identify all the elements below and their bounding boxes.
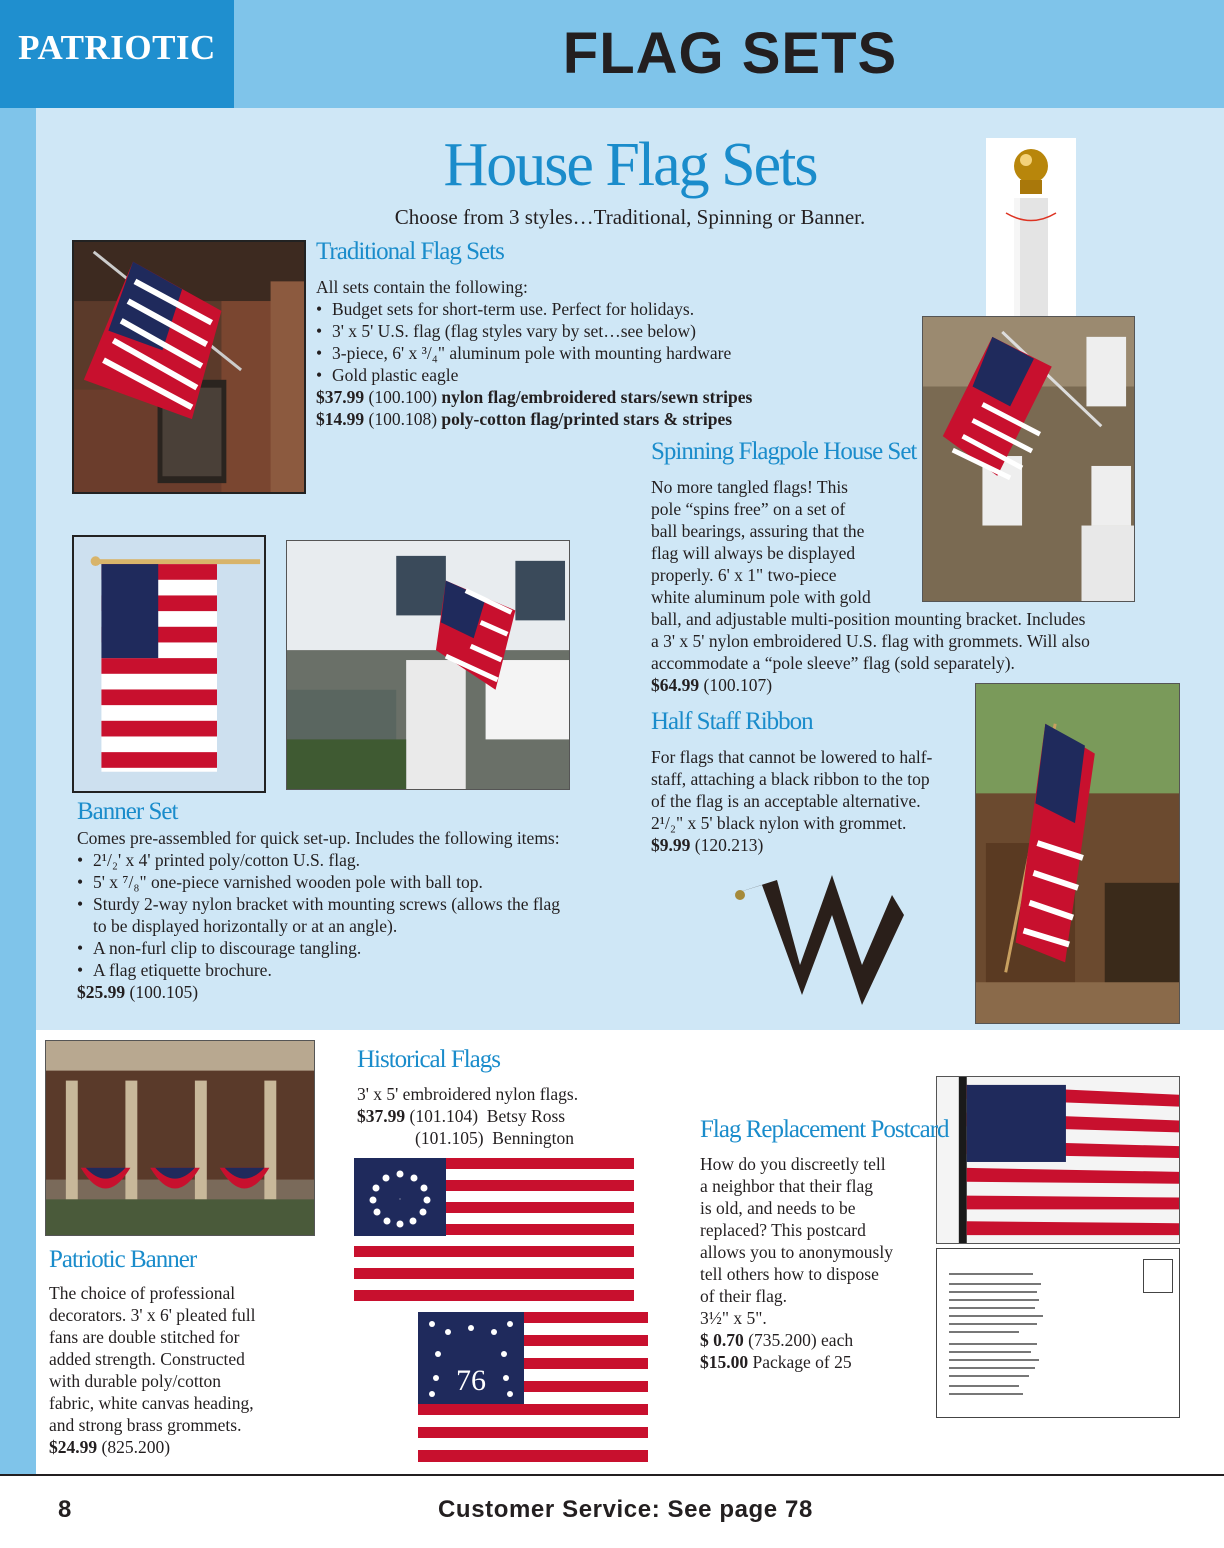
traditional-desc-1: nylon flag/embroidered stars/sewn stripes: [441, 387, 753, 407]
banner-set-bullet: • A non-furl clip to discourage tangling.: [77, 937, 560, 959]
banner-set-price: $25.99: [77, 982, 126, 1002]
spinning-line: ball, and adjustable multi-position mounting bracket. Includes: [651, 609, 1086, 629]
half-staff-price: $9.99: [651, 835, 691, 855]
spinning-line: properly. 6' x 1" two-piece: [651, 565, 837, 585]
patriotic-banner-line: and strong brass grommets.: [49, 1415, 242, 1435]
patriotic-banner-photo: [45, 1040, 315, 1236]
half-staff-description: [651, 746, 932, 856]
postcard-heading: Flag Replacement Postcard: [700, 1116, 949, 1143]
postcard-line: 3½" x 5".: [700, 1308, 767, 1328]
traditional-price-1: $37.99: [316, 387, 365, 407]
traditional-price-2: $14.99: [316, 409, 365, 429]
traditional-bullet: • 3' x 5' U.S. flag (flag styles vary by set…see below): [316, 320, 752, 342]
page-title: FLAG SETS: [562, 21, 898, 86]
banner-set-heading: Banner Set: [77, 798, 178, 825]
traditional-price-line: [316, 408, 752, 430]
half-staff-code: (120.213): [694, 835, 764, 855]
patriotic-banner-line: decorators. 3' x 6' pleated full: [49, 1305, 256, 1325]
postcard-unit-1: each: [821, 1330, 854, 1350]
spinning-line: ball bearings, assuring that the: [651, 521, 865, 541]
postcard-line: allows you to anonymously: [700, 1242, 893, 1262]
banner-set-bullet-continued: to be displayed horizontally or at an angle).: [93, 916, 398, 936]
spinning-line: pole “spins free” on a set of: [651, 499, 846, 519]
traditional-description: [316, 276, 752, 430]
traditional-code-2: (100.108): [368, 409, 438, 429]
historical-description: [357, 1083, 578, 1149]
postcard-price-2: $15.00: [700, 1352, 749, 1372]
patriotic-banner-price: $24.99: [49, 1437, 98, 1457]
postcard-stamp-box: [1143, 1259, 1173, 1293]
postcard-line: replaced? This postcard: [700, 1220, 866, 1240]
patriotic-banner-description: [49, 1282, 256, 1458]
patriotic-banner-heading: Patriotic Banner: [49, 1246, 197, 1273]
spinning-line: flag will always be displayed: [651, 543, 856, 563]
half-staff-line: 2¹/₂" x 5' black nylon with grommet.: [651, 813, 907, 833]
historical-name-1: Betsy Ross: [486, 1106, 566, 1126]
postcard-price-line: [700, 1329, 893, 1351]
postcard-line: is old, and needs to be: [700, 1198, 856, 1218]
historical-item-line: [357, 1105, 578, 1127]
black-ribbon-photo: [722, 855, 912, 1015]
postcard-line: of their flag.: [700, 1286, 787, 1306]
half-staff-price-line: [651, 834, 932, 856]
section-label: PATRIOTIC: [18, 28, 216, 67]
spinning-price-line: [651, 674, 1090, 696]
postcard-code-1: (735.200): [748, 1330, 817, 1350]
postcard-price-1: $ 0.70: [700, 1330, 744, 1350]
postcard-description: [700, 1153, 893, 1373]
banner-set-bullet: • A flag etiquette brochure.: [77, 959, 560, 981]
patriotic-banner-line: added strength. Constructed: [49, 1349, 245, 1369]
historical-item-line: [357, 1127, 578, 1149]
banner-set-bullet: • 5' x ⁷/₈" one-piece varnished wooden pole with ball top.: [77, 871, 560, 893]
spinning-heading: Spinning Flagpole House Set: [651, 438, 917, 465]
traditional-flag-photo: [72, 240, 306, 494]
historical-price: $37.99: [357, 1106, 406, 1126]
patriotic-banner-line: The choice of professional: [49, 1283, 236, 1303]
historical-code-1: (101.104): [409, 1106, 479, 1126]
half-staff-line: For flags that cannot be lowered to half-: [651, 747, 933, 767]
half-staff-house-photo: [975, 683, 1180, 1024]
spinning-pole-product-photo: [986, 138, 1076, 318]
banner-set-lead: Comes pre-assembled for quick set-up. Includes the following items:: [77, 828, 560, 848]
half-staff-line: of the flag is an acceptable alternative.: [651, 791, 921, 811]
postcard-unit-2: Package of 25: [752, 1352, 852, 1372]
traditional-bullet: • Gold plastic eagle: [316, 364, 752, 386]
banner-set-bullet: • 2¹/₂' x 4' printed poly/cotton U.S. flag.: [77, 849, 560, 871]
spinning-description: [651, 476, 1090, 696]
banner-set-description: [77, 827, 560, 1003]
left-stripe: [0, 108, 36, 1474]
banner-set-photo: [72, 535, 266, 793]
section-heading: House Flag Sets: [443, 131, 817, 199]
half-staff-heading: Half Staff Ribbon: [651, 708, 813, 735]
historical-name-2: Bennington: [492, 1128, 574, 1148]
historical-heading: Historical Flags: [357, 1046, 501, 1073]
spinning-line: No more tangled flags! This: [651, 477, 848, 497]
postcard-flag-photo: [936, 1076, 1180, 1244]
section-tagline: Choose from 3 styles…Traditional, Spinning or Banner.: [394, 205, 866, 229]
patriotic-banner-line: with durable poly/cotton: [49, 1371, 222, 1391]
banner-set-bullet: • Sturdy 2-way nylon bracket with mounting screws (allows the flag: [77, 893, 560, 915]
spinning-line: accommodate a “pole sleeve” flag (sold separately).: [651, 653, 1015, 673]
patriotic-banner-code: (825.200): [101, 1437, 171, 1457]
traditional-code-1: (100.100): [368, 387, 438, 407]
half-staff-line: staff, attaching a black ribbon to the top: [651, 769, 930, 789]
postcard-line: How do you discreetly tell: [700, 1154, 886, 1174]
traditional-lead: All sets contain the following:: [316, 277, 528, 297]
historical-lead: 3' x 5' embroidered nylon flags.: [357, 1084, 579, 1104]
bennington-flag-label: 76: [456, 1364, 486, 1397]
postcard-price-line: [700, 1351, 893, 1373]
spinning-code: (100.107): [703, 675, 773, 695]
footer-rule: [0, 1474, 1224, 1476]
postcard-line: a neighbor that their flag: [700, 1176, 873, 1196]
postcard-line: tell others how to dispose: [700, 1264, 879, 1284]
patriotic-banner-line: fabric, white canvas heading,: [49, 1393, 254, 1413]
spinning-price: $64.99: [651, 675, 700, 695]
banner-set-price-line: [77, 981, 560, 1003]
traditional-bullet: • 3-piece, 6' x ³/₄" aluminum pole with mounting hardware: [316, 342, 752, 364]
betsy-ross-flag-photo: [354, 1158, 634, 1306]
banner-house-photo: [286, 540, 570, 790]
spinning-line: white aluminum pole with gold: [651, 587, 871, 607]
page-number: 8: [58, 1496, 72, 1523]
banner-set-code: (100.105): [129, 982, 199, 1002]
spinning-line: a 3' x 5' nylon embroidered U.S. flag with grommets. Will also: [651, 631, 1090, 651]
historical-code-2: (101.105): [415, 1128, 484, 1148]
traditional-desc-2: poly-cotton flag/printed stars & stripes: [441, 409, 733, 429]
traditional-heading: Traditional Flag Sets: [316, 238, 504, 265]
patriotic-banner-line: fans are double stitched for: [49, 1327, 240, 1347]
traditional-price-line: [316, 386, 752, 408]
patriotic-banner-price-line: [49, 1436, 256, 1458]
customer-service-note: Customer Service: See page 78: [438, 1496, 813, 1523]
traditional-bullet: • Budget sets for short-term use. Perfect for holidays.: [316, 298, 752, 320]
postcard-image: [936, 1248, 1180, 1418]
